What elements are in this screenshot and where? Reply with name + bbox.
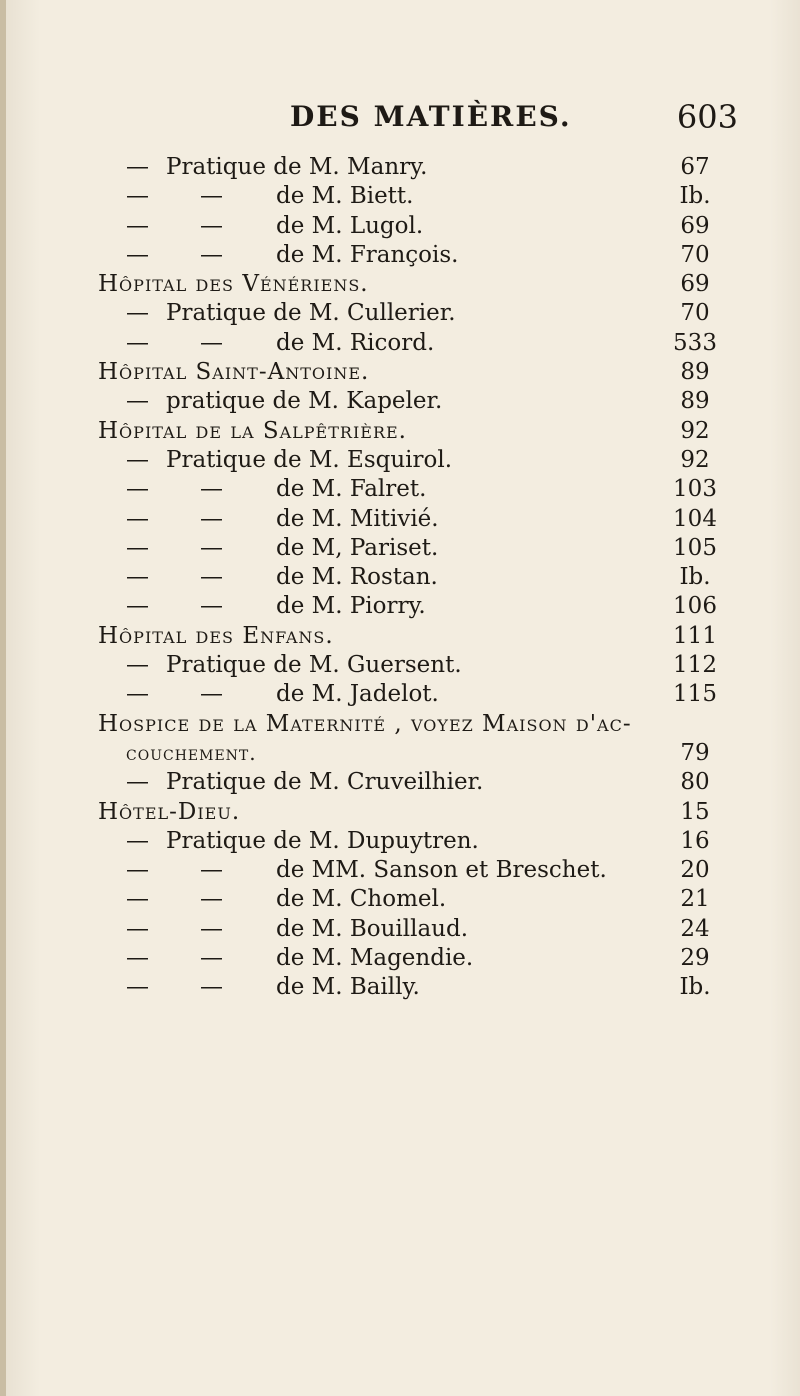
entry-dash: — (200, 974, 223, 1001)
entry-dash: — (126, 534, 149, 561)
entry-page-ref: Ib. (679, 974, 711, 1001)
entry-dash: — (126, 183, 149, 210)
entry-page-ref: Ib. (679, 183, 711, 210)
index-entry (0, 446, 800, 475)
entry-dash: — (126, 593, 149, 620)
entry-dash: — (200, 476, 223, 503)
entry-page-ref: 89 (680, 388, 710, 415)
page-number: 603 (676, 98, 738, 136)
entry-text: de M. Biett. (276, 183, 414, 210)
entry-dash: — (200, 915, 223, 942)
entry-text: Hôpital de la Salpêtrière. (98, 417, 407, 444)
entry-text: de M. Magendie. (276, 945, 474, 972)
entry-dash: — (126, 446, 149, 473)
entry-text: de M. Ricord. (276, 329, 435, 356)
entry-text: Hôtel-Dieu. (98, 798, 241, 825)
entry-page-ref: 103 (673, 476, 717, 503)
entry-text: de M. François. (276, 241, 459, 268)
index-entry (0, 534, 800, 563)
entry-page-ref: 69 (680, 212, 710, 239)
index-entry (0, 270, 800, 299)
entry-text: de M. Jadelot. (276, 681, 439, 708)
entry-dash: — (126, 476, 149, 503)
entry-text: de MM. Sanson et Breschet. (276, 857, 607, 884)
page-header (0, 100, 800, 140)
entry-dash: — (126, 652, 149, 679)
entry-text: Pratique de M. Cruveilhier. (166, 769, 484, 796)
entry-text: de M. Mitivié. (276, 505, 439, 532)
entry-text: Hôpital Saint-Antoine. (98, 359, 370, 386)
entry-dash: — (126, 241, 149, 268)
index-entry (0, 739, 800, 768)
entry-page-ref: 70 (680, 241, 710, 268)
entry-page-ref: 115 (673, 681, 717, 708)
entry-dash: — (126, 154, 149, 180)
entry-page-ref: 79 (680, 739, 710, 766)
entry-dash: — (200, 945, 223, 972)
entry-dash: — (126, 564, 149, 591)
index-entry (0, 241, 800, 270)
index-entries (0, 153, 800, 1003)
entry-page-ref: 67 (680, 154, 710, 180)
entry-text: Hospice de la Maternité , voyez Maison d'ac- (98, 710, 632, 737)
entry-text: Pratique de M. Esquirol. (166, 446, 453, 473)
entry-text: de M. Bouillaud. (276, 915, 469, 942)
entry-dash: — (200, 329, 223, 356)
index-entry (0, 915, 800, 944)
entry-page-ref: 111 (673, 622, 717, 649)
index-entry (0, 651, 800, 680)
entry-dash: — (200, 564, 223, 591)
entry-text: Pratique de M. Guersent. (166, 652, 462, 679)
entry-dash: — (200, 681, 223, 708)
entry-dash: — (126, 329, 149, 356)
index-entry (0, 153, 800, 182)
index-entry (0, 417, 800, 446)
entry-dash: — (126, 212, 149, 239)
entry-page-ref: 104 (673, 505, 717, 532)
entry-page-ref: 92 (680, 417, 710, 444)
entry-page-ref: 16 (680, 827, 710, 854)
entry-dash: — (200, 505, 223, 532)
entry-page-ref: Ib. (679, 564, 711, 591)
index-entry (0, 710, 800, 739)
entry-dash: — (126, 886, 149, 913)
entry-dash: — (200, 241, 223, 268)
index-entry (0, 768, 800, 797)
entry-page-ref: 112 (673, 652, 717, 679)
entry-dash: — (126, 300, 149, 327)
entry-page-ref: 20 (680, 857, 710, 884)
index-entry (0, 944, 800, 973)
index-entry (0, 358, 800, 387)
entry-dash: — (126, 505, 149, 532)
entry-dash: — (126, 681, 149, 708)
entry-text: couchement. (126, 740, 257, 765)
entry-text: de M. Chomel. (276, 886, 447, 913)
index-entry (0, 973, 800, 1002)
entry-page-ref: 21 (680, 886, 710, 913)
index-entry (0, 505, 800, 534)
index-entry (0, 680, 800, 709)
index-entry (0, 563, 800, 592)
running-head: DES MATIÈRES. (290, 100, 572, 133)
entry-dash: — (200, 212, 223, 239)
entry-text: de M, Pariset. (276, 534, 439, 561)
index-entry (0, 212, 800, 241)
entry-text: de M. Bailly. (276, 974, 420, 1001)
entry-page-ref: 24 (680, 915, 710, 942)
entry-text: de M. Lugol. (276, 212, 424, 239)
entry-page-ref: 533 (673, 329, 717, 356)
entry-text: de M. Rostan. (276, 564, 438, 591)
index-entry (0, 856, 800, 885)
index-entry (0, 827, 800, 856)
entry-dash: — (126, 857, 149, 884)
entry-dash: — (126, 915, 149, 942)
entry-dash: — (200, 857, 223, 884)
entry-page-ref: 70 (680, 300, 710, 327)
entry-dash: — (126, 827, 149, 854)
entry-text: Pratique de M. Cullerier. (166, 300, 456, 327)
entry-page-ref: 92 (680, 446, 710, 473)
entry-dash: — (200, 886, 223, 913)
entry-page-ref: 15 (680, 798, 710, 825)
index-entry (0, 885, 800, 914)
entry-text: Pratique de M. Dupuytren. (166, 827, 479, 854)
entry-page-ref: 29 (680, 945, 710, 972)
entry-dash: — (200, 534, 223, 561)
index-entry (0, 387, 800, 416)
entry-dash: — (126, 769, 149, 796)
entry-page-ref: 89 (680, 359, 710, 386)
index-entry (0, 622, 800, 651)
index-entry (0, 592, 800, 621)
index-entry (0, 475, 800, 504)
index-entry (0, 798, 800, 827)
entry-text: pratique de M. Kapeler. (166, 388, 443, 415)
index-entry (0, 329, 800, 358)
index-entry (0, 299, 800, 328)
index-entry (0, 182, 800, 211)
entry-page-ref: 80 (680, 769, 710, 796)
entry-dash: — (200, 593, 223, 620)
entry-text: de M. Piorry. (276, 593, 426, 620)
entry-text: Pratique de M. Manry. (166, 154, 428, 180)
entry-dash: — (126, 974, 149, 1001)
entry-dash: — (200, 183, 223, 210)
entry-page-ref: 106 (673, 593, 717, 620)
entry-dash: — (126, 388, 149, 415)
entry-page-ref: 69 (680, 271, 710, 298)
entry-dash: — (126, 945, 149, 972)
entry-text: de M. Falret. (276, 476, 427, 503)
entry-text: Hôpital des Vénériens. (98, 271, 369, 298)
entry-page-ref: 105 (673, 534, 717, 561)
entry-text: Hôpital des Enfans. (98, 622, 334, 649)
